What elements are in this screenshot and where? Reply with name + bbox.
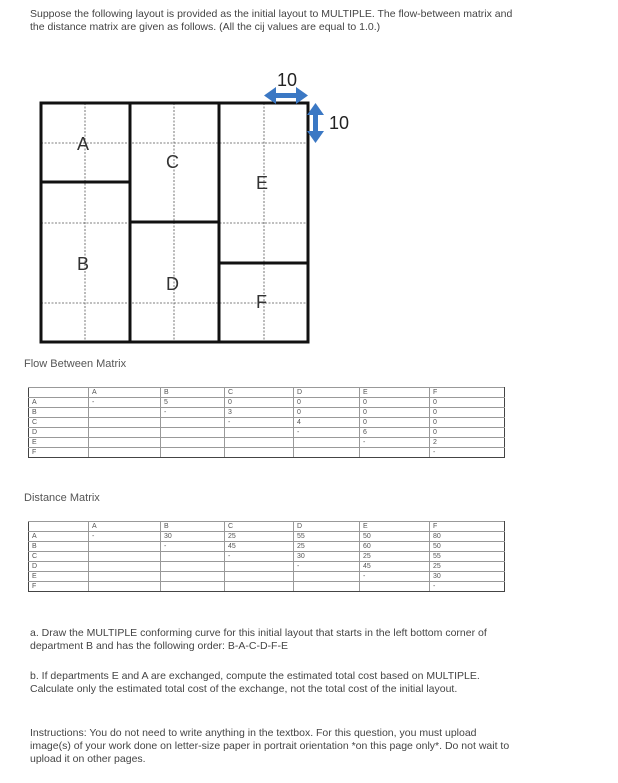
flow-matrix-title: Flow Between Matrix [24, 358, 127, 370]
matrix-header-row [29, 388, 505, 398]
matrix-cell [89, 418, 161, 428]
matrix-row [29, 448, 505, 458]
matrix-cell: - [294, 428, 360, 438]
matrix-cell: 5 [161, 398, 225, 408]
matrix-cell: 0 [430, 398, 505, 408]
matrix-row [29, 532, 505, 542]
matrix-cell: - [294, 562, 360, 572]
dept-label-d: D [166, 274, 179, 294]
matrix-cell: 0 [360, 418, 430, 428]
matrix-cell [225, 428, 294, 438]
dept-label-b: B [77, 254, 90, 274]
intro-text: Suppose the following layout is provided as the initial layout to MULTIPLE. The flow-between matrix and the distance matrix are given as follows. (All the cij values are equal to 1.0.) [30, 8, 513, 33]
matrix-cell: - [89, 398, 161, 408]
matrix-cell: 50 [430, 542, 505, 552]
matrix-header-cell: D [294, 388, 360, 398]
distance-matrix-table [28, 521, 505, 592]
matrix-cell: 60 [360, 542, 430, 552]
matrix-row-label: D [29, 562, 89, 572]
matrix-cell: - [225, 552, 294, 562]
matrix-row [29, 582, 505, 592]
matrix-cell: 25 [225, 532, 294, 542]
matrix-row [29, 418, 505, 428]
matrix-header-cell: D [294, 522, 360, 532]
matrix-cell: 30 [161, 532, 225, 542]
matrix-cell: 50 [360, 532, 430, 542]
dept-label-e: E [256, 173, 269, 193]
matrix-cell: - [430, 448, 505, 458]
matrix-cell: - [225, 418, 294, 428]
matrix-row [29, 408, 505, 418]
matrix-row-label: F [29, 582, 89, 592]
matrix-cell [161, 572, 225, 582]
matrix-header-cell: F [430, 388, 505, 398]
distance-matrix-title: Distance Matrix [24, 492, 100, 504]
matrix-cell: - [161, 408, 225, 418]
matrix-row [29, 428, 505, 438]
matrix-cell: 0 [430, 418, 505, 428]
matrix-cell: 25 [430, 562, 505, 572]
matrix-row-label: E [29, 572, 89, 582]
matrix-cell: 0 [360, 408, 430, 418]
matrix-cell: 30 [294, 552, 360, 562]
matrix-row [29, 572, 505, 582]
matrix-cell [89, 448, 161, 458]
matrix-cell: 3 [225, 408, 294, 418]
question-a: a. Draw the MULTIPLE conforming curve for this initial layout that starts in the left bottom corner of department B and has the following order: B-A-C-D-F-E [30, 627, 487, 652]
matrix-cell: 6 [360, 428, 430, 438]
matrix-cell: 0 [294, 408, 360, 418]
matrix-cell [294, 572, 360, 582]
matrix-cell [89, 408, 161, 418]
matrix-header-cell: C [225, 522, 294, 532]
layout-diagram [0, 0, 618, 360]
matrix-cell [161, 438, 225, 448]
matrix-header-cell: F [430, 522, 505, 532]
height-dimension-label: 10 [329, 113, 350, 133]
matrix-row [29, 398, 505, 408]
matrix-header-row [29, 522, 505, 532]
dept-label-c: C [166, 152, 179, 172]
matrix-cell: 55 [294, 532, 360, 542]
height-dimension-arrow [307, 103, 324, 143]
matrix-cell [294, 438, 360, 448]
matrix-cell [225, 562, 294, 572]
matrix-header-cell [29, 522, 89, 532]
matrix-cell [161, 582, 225, 592]
matrix-cell [161, 418, 225, 428]
matrix-cell [225, 572, 294, 582]
matrix-cell [225, 582, 294, 592]
matrix-cell: 25 [360, 552, 430, 562]
matrix-row-label: E [29, 438, 89, 448]
dept-label-a: A [77, 134, 90, 154]
matrix-cell [89, 428, 161, 438]
matrix-row-label: A [29, 398, 89, 408]
matrix-row [29, 552, 505, 562]
matrix-cell: 2 [430, 438, 505, 448]
matrix-row-label: F [29, 448, 89, 458]
instructions: Instructions: You do not need to write anything in the textbox. For this question, you must upload image(s) of your work done on letter-size paper in portrait orientation *on this page only*. Do not wait to upload it on other pages. [30, 727, 510, 765]
matrix-row-label: B [29, 542, 89, 552]
matrix-cell [89, 572, 161, 582]
matrix-header-cell: E [360, 522, 430, 532]
matrix-cell [161, 552, 225, 562]
matrix-cell: 80 [430, 532, 505, 542]
matrix-cell: 30 [430, 572, 505, 582]
matrix-cell [89, 582, 161, 592]
matrix-row [29, 562, 505, 572]
matrix-cell [161, 562, 225, 572]
matrix-cell [225, 448, 294, 458]
matrix-cell: 55 [430, 552, 505, 562]
matrix-cell: 45 [225, 542, 294, 552]
matrix-cell: 0 [430, 408, 505, 418]
matrix-cell: 0 [225, 398, 294, 408]
matrix-cell: 25 [294, 542, 360, 552]
matrix-cell [294, 448, 360, 458]
matrix-cell: 0 [360, 398, 430, 408]
matrix-cell [161, 428, 225, 438]
matrix-row-label: B [29, 408, 89, 418]
matrix-cell: 0 [430, 428, 505, 438]
matrix-cell: 0 [294, 398, 360, 408]
matrix-cell [161, 448, 225, 458]
matrix-row-label: A [29, 532, 89, 542]
question-b: b. If departments E and A are exchanged, compute the estimated total cost based on MULTIPLE. Calculate only the estimated total cost of the exchange, not the total cost of the initial layout. [30, 670, 480, 695]
matrix-cell [89, 542, 161, 552]
matrix-row-label: D [29, 428, 89, 438]
matrix-header-cell: C [225, 388, 294, 398]
matrix-row [29, 438, 505, 448]
matrix-header-cell: B [161, 522, 225, 532]
matrix-cell: - [430, 582, 505, 592]
matrix-cell: 45 [360, 562, 430, 572]
matrix-cell [225, 438, 294, 448]
matrix-header-cell: A [89, 388, 161, 398]
matrix-header-cell: A [89, 522, 161, 532]
matrix-row-label: C [29, 552, 89, 562]
width-dimension-label: 10 [277, 70, 298, 90]
matrix-cell [89, 562, 161, 572]
matrix-header-cell: B [161, 388, 225, 398]
matrix-cell [360, 582, 430, 592]
dept-label-f: F [256, 292, 267, 312]
matrix-cell [360, 448, 430, 458]
matrix-cell: - [89, 532, 161, 542]
matrix-cell: - [161, 542, 225, 552]
matrix-cell: - [360, 438, 430, 448]
matrix-cell [89, 438, 161, 448]
matrix-cell: - [360, 572, 430, 582]
flow-matrix-table [28, 387, 505, 458]
matrix-row [29, 542, 505, 552]
matrix-row-label: C [29, 418, 89, 428]
matrix-cell: 4 [294, 418, 360, 428]
matrix-header-cell: E [360, 388, 430, 398]
matrix-cell [294, 582, 360, 592]
matrix-header-cell [29, 388, 89, 398]
matrix-cell [89, 552, 161, 562]
